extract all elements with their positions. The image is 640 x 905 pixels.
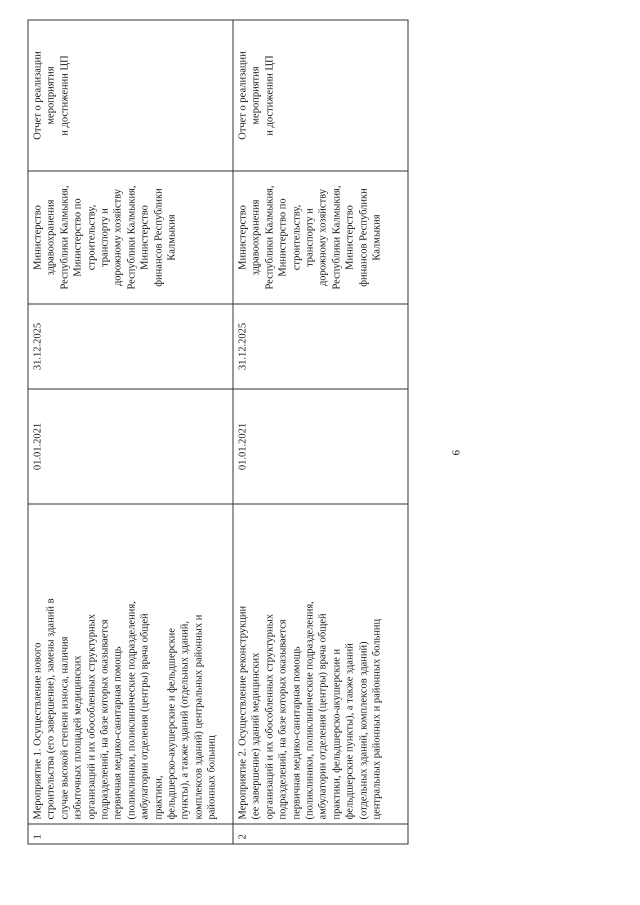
text-line: случае высокой степени износа, наличия	[58, 636, 70, 820]
text-line: Республики Калмыкия,	[58, 185, 70, 290]
start-date: 01.01.2021	[28, 389, 233, 504]
table-row	[28, 20, 233, 844]
responsible-executors	[233, 171, 408, 304]
text-line: Министерство	[344, 205, 356, 270]
text-line: дорожному хозяйству	[317, 188, 329, 287]
text-line: строительству,	[85, 204, 97, 271]
text-line: Министерство по	[277, 198, 289, 277]
text-line: Министерство по	[72, 198, 84, 277]
text-line: Республики Калмыкия,	[263, 185, 275, 290]
text-line: Калмыкия	[166, 214, 178, 261]
page-number: 6	[450, 450, 462, 456]
text-line: центральных районных и районных больниц	[371, 618, 383, 820]
text-line: амбулатории отделения (центры) врача общей	[317, 613, 329, 820]
start-date: 01.01.2021	[233, 389, 408, 504]
text-line: Отчет о реализации	[237, 51, 248, 140]
text-line: первичная медико-санитарная помощь	[290, 646, 302, 820]
text-line: финансов Республики	[152, 188, 164, 287]
text-line: подразделений, на базе которых оказывается	[99, 619, 111, 820]
text-line: практики, фельдшерско-акушерские и	[330, 648, 342, 820]
text-line: (поликлиники, поликлинические подразделения,	[304, 601, 316, 820]
activity-description	[28, 504, 233, 824]
text-line: первичная медико-санитарная помощь	[112, 646, 124, 820]
text-line: районных больниц	[206, 735, 218, 820]
text-line: фельдшерские пункты), а также зданий	[344, 643, 356, 820]
text-line: здравоохранения	[250, 199, 262, 276]
responsible-executors	[28, 171, 233, 304]
text-line: Отчет о реализации	[32, 51, 43, 140]
text-line: фельдшерско-акушерские и фельдшерские	[166, 628, 178, 820]
text-line: мероприятия	[250, 66, 262, 125]
text-line: комплексов зданий) центральных районных и	[192, 614, 204, 820]
text-line: организаций и их обособленных структурных	[85, 614, 97, 820]
text-line: и достижении ЦП	[263, 55, 275, 136]
activities-table	[27, 20, 408, 845]
text-line: финансов Республики	[357, 188, 369, 287]
text-line: (отдельных зданий, комплексов зданий)	[357, 641, 369, 820]
row-number: 1	[28, 824, 233, 844]
text-line: и достижении ЦП	[58, 55, 70, 136]
text-line: (ее завершение) зданий медицинских	[250, 652, 262, 820]
text-line: (поликлиники, поликлинические подразделения,	[125, 601, 137, 820]
text-line: здравоохранения	[45, 199, 57, 276]
text-line: строительству,	[290, 204, 302, 271]
end-date: 31.12.2025	[28, 304, 233, 389]
activity-description	[233, 504, 408, 824]
text-line: Министерство	[237, 205, 248, 270]
text-line: амбулатории отделения (центры) врача общей	[139, 613, 151, 820]
text-line: мероприятия	[45, 66, 57, 125]
text-line: организаций и их обособленных структурных	[263, 614, 275, 820]
row-number: 2	[233, 824, 408, 844]
text-line: Мероприятие 1. Осуществление нового	[32, 642, 43, 820]
text-line: избыточных площадей медицинских	[72, 655, 84, 820]
text-line: транспорту и	[304, 208, 316, 267]
end-date: 31.12.2025	[233, 304, 408, 389]
text-line: практики,	[152, 775, 164, 820]
text-line: Министерство	[139, 205, 151, 270]
text-line: Республики Калмыкия,	[330, 185, 342, 290]
text-line: строительства (его завершение), замены зданий в	[45, 598, 57, 820]
report-type	[233, 20, 408, 171]
table-row	[233, 20, 408, 844]
text-line: Министерство	[32, 205, 43, 270]
text-line: пункты), а также зданий (отдельных зданий,	[179, 620, 191, 820]
text-line: транспорту и	[99, 208, 111, 267]
text-line: Калмыкия	[371, 214, 383, 261]
text-line: подразделений, на базе которых оказывается	[277, 619, 289, 820]
text-line: Республики Калмыкия,	[125, 185, 137, 290]
text-line: Мероприятие 2. Осуществление реконструкции	[237, 605, 248, 820]
text-line: дорожному хозяйству	[112, 188, 124, 287]
report-type	[28, 20, 233, 171]
